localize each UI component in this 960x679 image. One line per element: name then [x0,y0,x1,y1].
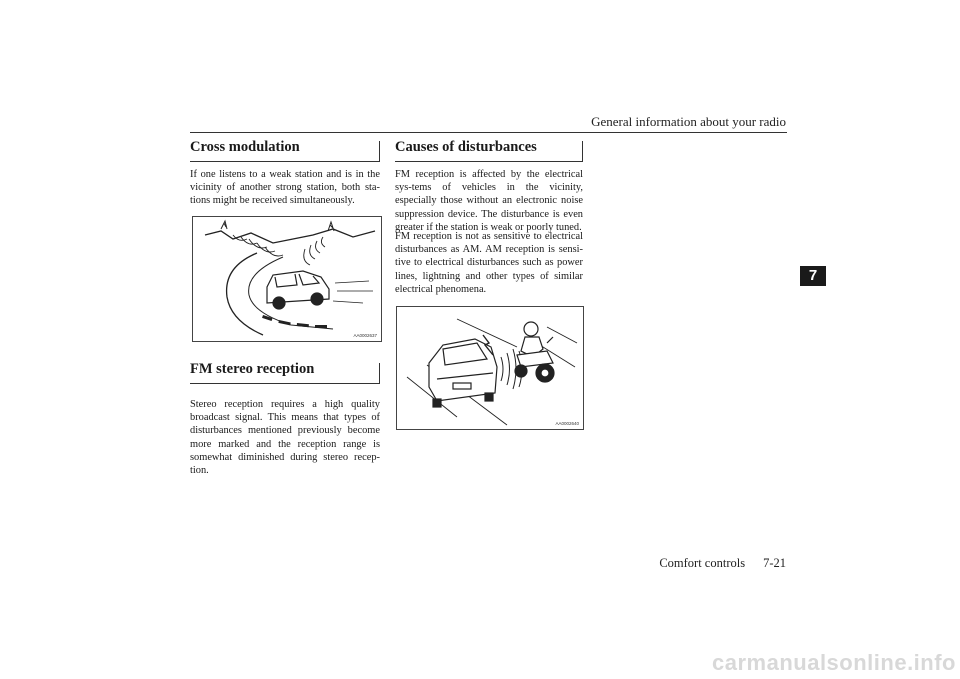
causes-figure [396,306,584,430]
causes-paragraph-2: FM reception is not as sensitive to electrical disturbances as AM. AM reception is sensi-tive to electrical disturbances such as power lines, lightning and other types of similar electrical phenomena. [395,231,583,295]
car-drawing [267,271,329,309]
cross-modulation-text: If one listens to a weak station and is in the vicinity of another strong station, both sta-tions might be received simultaneously. [190,169,380,207]
causes-paragraph-1: FM reception is affected by the electrical sys-tems of vehicles in the vicinity, especially those without an electronic noise suppression device. The disturbance is even greater if the station is weak or poorly tuned. [395,169,583,233]
fm-stereo-heading [190,359,380,384]
mountain-line [205,229,375,243]
figure-code: AA0002640 [555,421,579,426]
car-rear-drawing [429,339,497,407]
chapter-tab: 7 [800,266,826,286]
page-footer [600,556,786,571]
motorcycle-drawing [515,322,554,382]
figure-code: AA0002637 [353,333,377,338]
car-motorcycle-interference-illustration [397,307,583,429]
header-rule [190,132,787,133]
cross-modulation-figure [192,216,382,342]
road-edge-outer [227,253,263,335]
fm-stereo-heading-text: FM stereo reception [190,361,315,377]
watermark: carmanualsonline.info [712,650,956,675]
running-header: General information about your radio [591,114,786,129]
causes-heading [395,137,583,162]
causes-heading-text: Causes of disturbances [395,139,537,155]
car-road-radio-illustration [193,217,381,341]
tower-left [221,221,227,229]
cross-modulation-heading-text: Cross modulation [190,139,300,155]
cross-modulation-heading [190,137,380,162]
page-number: 7-21 [763,556,786,570]
fm-stereo-text: Stereo reception requires a high quality broadcast signal. This means that types of disturbances mentioned previously become more marked and the reception range is somewhat diminished during stereo recep-tion. [190,399,380,477]
footer-section: Comfort controls [659,556,746,570]
